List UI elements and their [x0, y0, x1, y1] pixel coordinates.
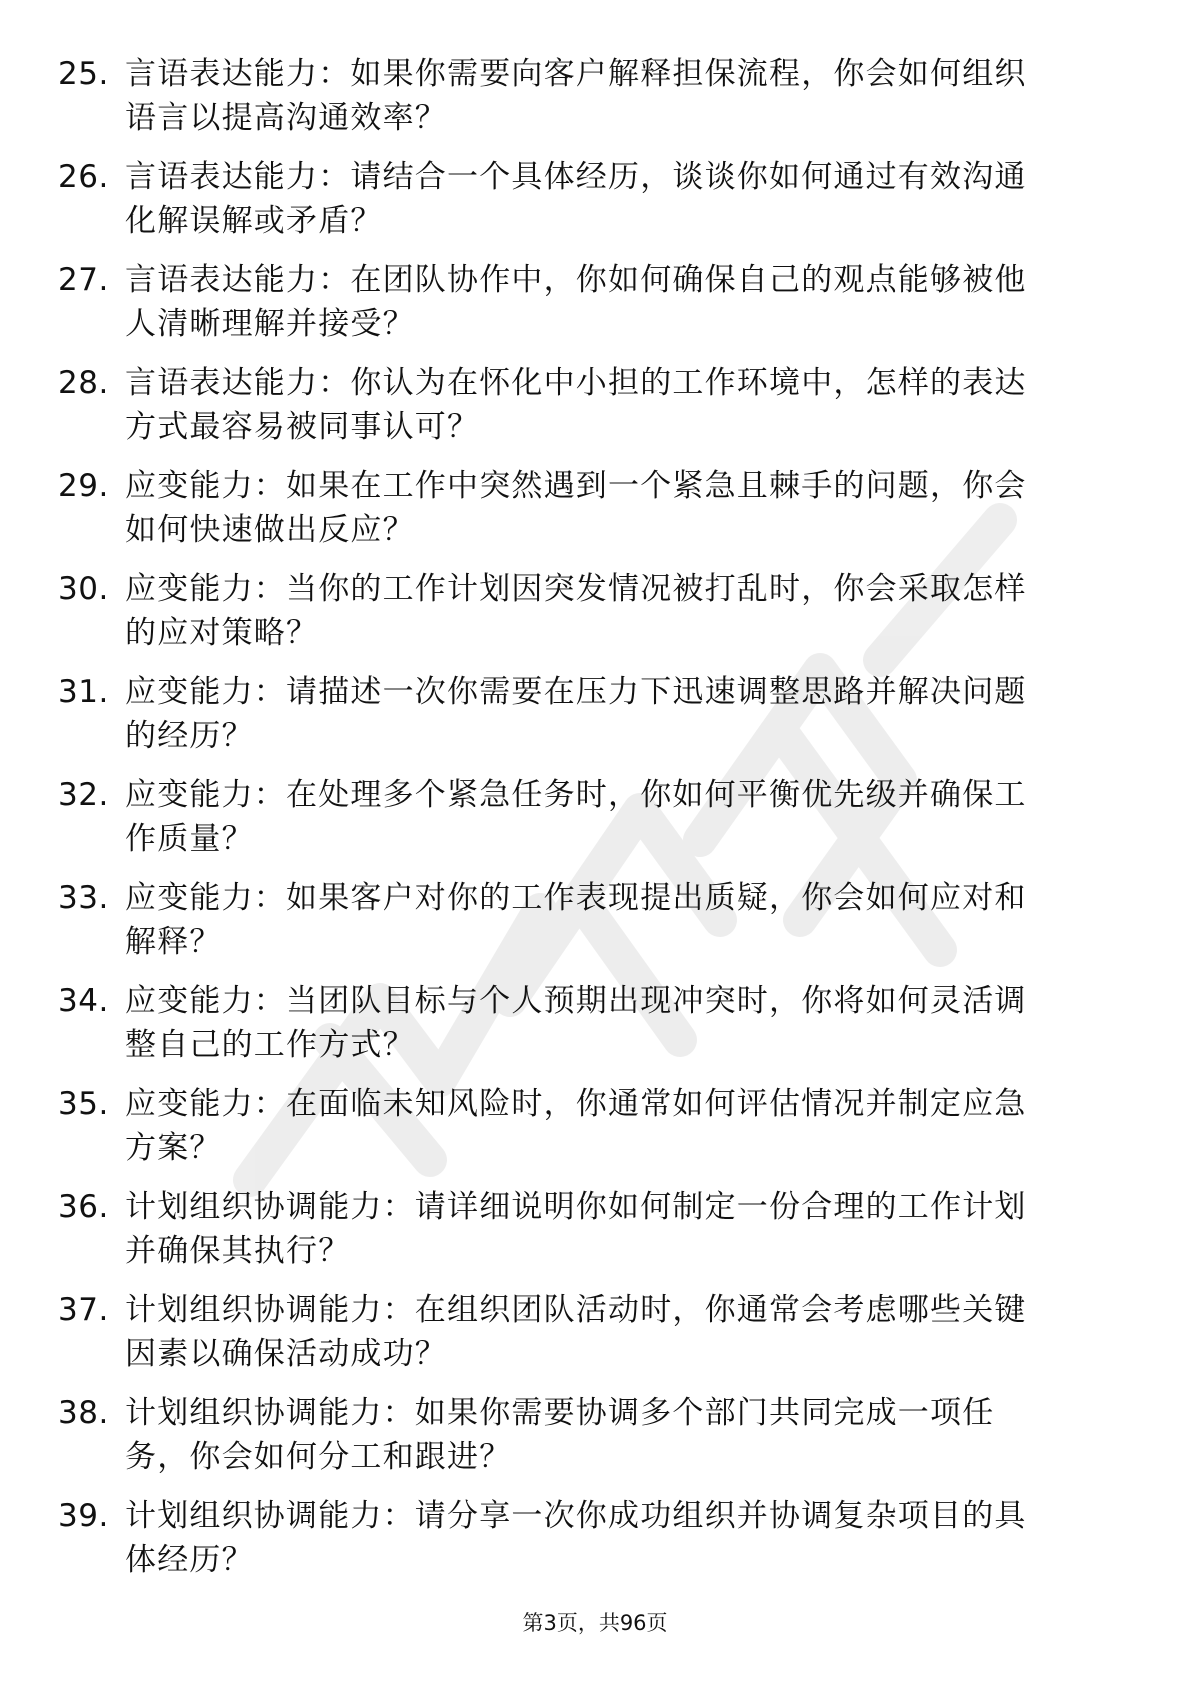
question-number: 33.	[58, 880, 109, 916]
question-item	[0, 258, 1190, 361]
question-item	[0, 1082, 1190, 1185]
question-number: 39.	[58, 1498, 109, 1534]
question-text: 计划组织协调能力：如果你需要协调多个部门共同完成一项任 务，你会如何分工和跟进？	[125, 1395, 995, 1475]
question-text: 应变能力：当你的工作计划因突发情况被打乱时，你会采取怎样 的应对策略？	[125, 571, 1027, 651]
question-text: 应变能力：在处理多个紧急任务时，你如何平衡优先级并确保工 作质量？	[125, 777, 1027, 857]
question-number: 28.	[58, 365, 109, 401]
page-number-label: 第3页，共96页	[522, 1611, 668, 1635]
question-item	[0, 1391, 1190, 1494]
question-item	[0, 979, 1190, 1082]
page-footer	[0, 1608, 1190, 1638]
question-item	[0, 1494, 1190, 1597]
question-item	[0, 155, 1190, 258]
question-number: 31.	[58, 674, 109, 710]
question-text: 计划组织协调能力：在组织团队活动时，你通常会考虑哪些关键 因素以确保活动成功？	[125, 1292, 1027, 1372]
question-list	[0, 52, 1190, 1597]
question-text: 言语表达能力：你认为在怀化中小担的工作环境中，怎样的表达 方式最容易被同事认可？	[125, 365, 1027, 445]
question-item	[0, 567, 1190, 670]
question-number: 26.	[58, 159, 109, 195]
question-text: 应变能力：当团队目标与个人预期出现冲突时，你将如何灵活调 整自己的工作方式？	[125, 983, 1027, 1063]
question-text: 应变能力：在面临未知风险时，你通常如何评估情况并制定应急 方案？	[125, 1086, 1027, 1166]
question-text: 应变能力：如果客户对你的工作表现提出质疑，你会如何应对和 解释？	[125, 880, 1027, 960]
question-item	[0, 876, 1190, 979]
question-item	[0, 670, 1190, 773]
question-text: 言语表达能力：在团队协作中，你如何确保自己的观点能够被他 人清晰理解并接受？	[125, 262, 1027, 342]
question-item	[0, 361, 1190, 464]
question-item	[0, 773, 1190, 876]
question-item	[0, 52, 1190, 155]
question-number: 32.	[58, 777, 109, 813]
question-text: 言语表达能力：请结合一个具体经历，谈谈你如何通过有效沟通 化解误解或矛盾？	[125, 159, 1027, 239]
question-item	[0, 1288, 1190, 1391]
question-number: 36.	[58, 1189, 109, 1225]
question-item	[0, 1185, 1190, 1288]
question-number: 30.	[58, 571, 109, 607]
question-number: 38.	[58, 1395, 109, 1431]
question-item	[0, 464, 1190, 567]
question-number: 34.	[58, 983, 109, 1019]
question-text: 计划组织协调能力：请分享一次你成功组织并协调复杂项目的具 体经历？	[125, 1498, 1027, 1578]
question-number: 27.	[58, 262, 109, 298]
question-text: 应变能力：如果在工作中突然遇到一个紧急且棘手的问题，你会 如何快速做出反应？	[125, 468, 1027, 548]
question-text: 言语表达能力：如果你需要向客户解释担保流程，你会如何组织 语言以提高沟通效率？	[125, 56, 1027, 136]
question-text: 计划组织协调能力：请详细说明你如何制定一份合理的工作计划 并确保其执行？	[125, 1189, 1027, 1269]
question-text: 应变能力：请描述一次你需要在压力下迅速调整思路并解决问题 的经历？	[125, 674, 1027, 754]
question-number: 37.	[58, 1292, 109, 1328]
question-number: 25.	[58, 56, 109, 92]
question-number: 35.	[58, 1086, 109, 1122]
question-number: 29.	[58, 468, 109, 504]
